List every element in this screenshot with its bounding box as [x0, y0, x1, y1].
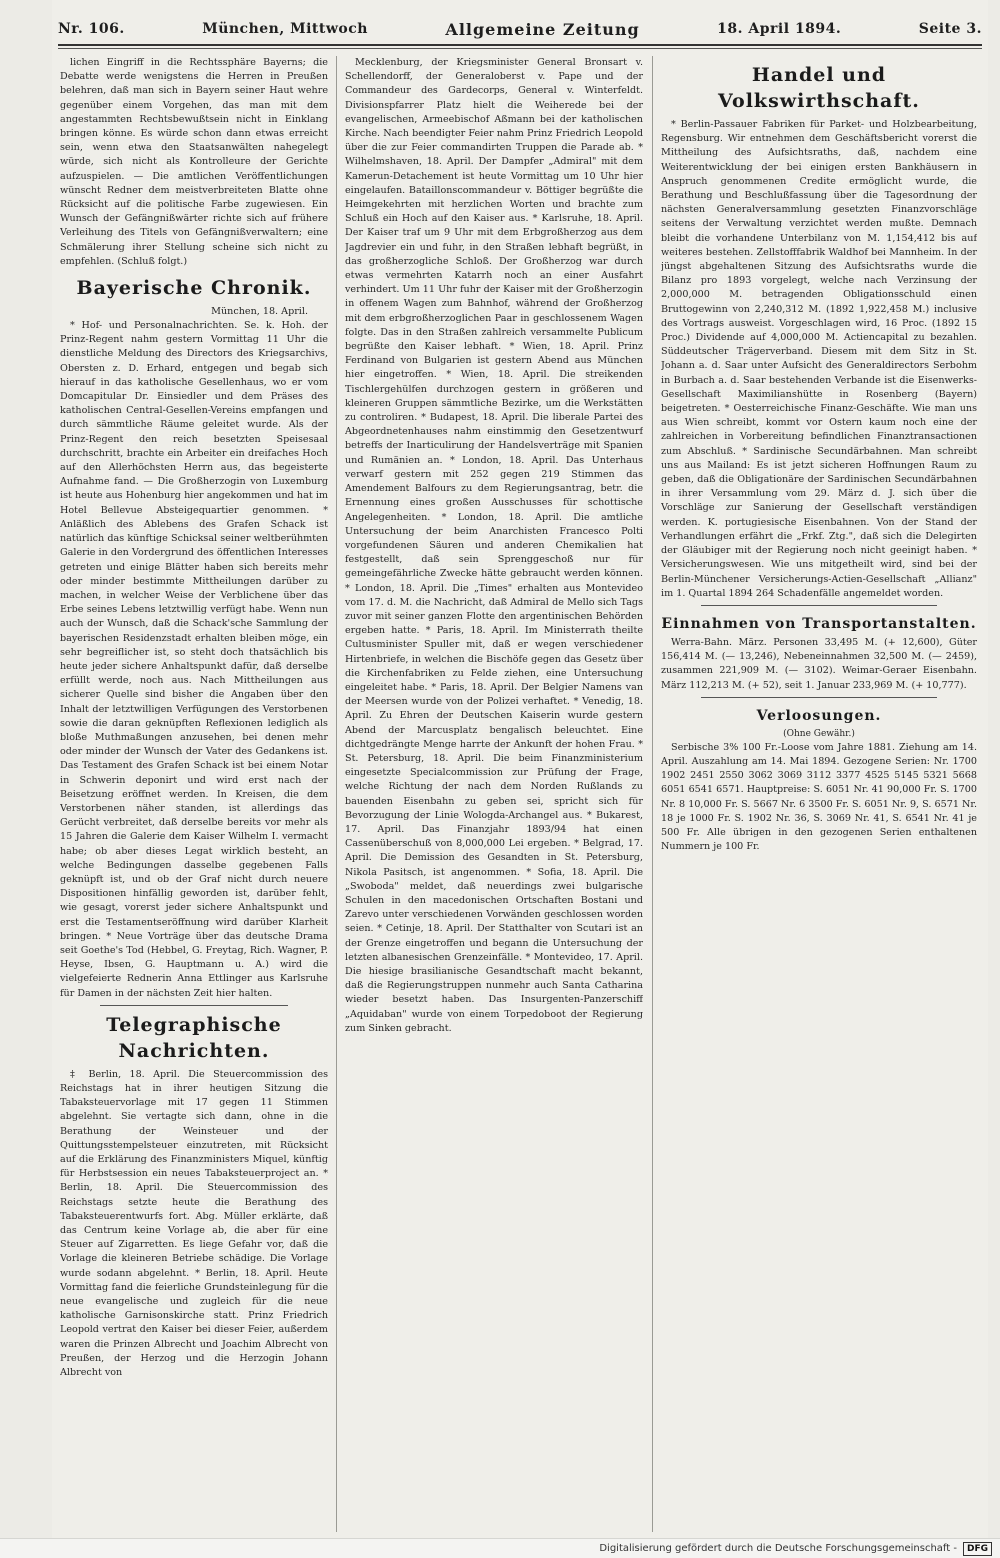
section-heading-telegraphische-nachrichten: Telegraphische Nachrichten. [106, 1013, 282, 1062]
article-body: * Berlin-Passauer Fabriken für Parket- und Holzbearbeitung, Regensburg. Wir entnehmen dem Geschäftsbericht vorerst die Mittheilung des Aufsichtsraths, daß, nachdem eine Weiterentwicklung der bei einigen ersten Bankhäusern in Anspruch genommenen Credite ermöglicht wurde, die Berathung und Beschlußfassung über die Tagesordnung der nächsten Generalversammlung gesetzten Finanzvorschläge seitens der Verwaltung verzichtet werden mußte. Demnach bleibt die vorhandene Unterbilanz von M. 1,154,412 bis auf weiteres bestehen. Zellstofffabrik Waldhof bei Mannheim. In der jüngst abgehaltenen Sitzung des Aufsichtsraths wurde die Bilanz pro 1893 vorgelegt, welche nach Verzinsung der 2,000,000 M. betragenden Obligationsschuld einen Bruttogewinn von 2,240,312 M. (1892 1,922,458 M.) inclusive des Vortrags ausweist. Vorgeschlagen wird, 16 Proc. (1892 15 Proc.) Dividende auf 4,000,000 M. Actiencapital zu bezahlen. Süddeutscher Trägerverband. Diesem mit dem Sitz in St. Johann a. d. Saar unter Aufsicht des Generaldirectors Serbohm in Burbach a. d. Saar bestehenden Verbande ist die Eisenwerks-Gesellschaft Maximilianshütte in Rosenberg (Bayern) beigetreten. * Oesterreichische Finanz-Geschäfte. Wie man uns aus Wien schreibt, kommt vor Ostern kaum noch eine der zahlreichen in Vorbereitung befindlichen Finanztransactionen zum Abschluß. * Sardinische Secundärbahnen. Man schreibt uns aus Mailand: Es ist jetzt sicheren Hoffnungen Raum zu geben, daß die Obligationäre der Sardinischen Secundärbahnen in ihrer Versammlung vom 29. März d. J. sich über die Vorschläge zur Sanierung der Gesellschaft verständigen werden. K. portugiesische Eisenbahnen. Von der Stand der Verhandlungen erfährt die „Frkf. Ztg.", daß sich die Delegirten der Gläubiger mit der Regierung noch nicht geeinigt haben. * Versicherungswesen. Wie uns mitgetheilt wird, sind bei der Berlin-Münchener Versicherungs-Actien-Gesellschaft „Allianz" im 1. Quartal 1894 264 Schadenfälle angemeldet worden. [661, 119, 977, 599]
section-divider [701, 697, 937, 698]
section-heading-handel: Handel und Volkswirthschaft. [718, 64, 920, 112]
footer-text: Digitalisierung gefördert durch die Deutsche Forschungsgemeinschaft - [599, 1543, 957, 1554]
newspaper-title: Allgemeine Zeitung [445, 19, 640, 39]
place-day: München, Mittwoch [202, 21, 368, 37]
article-body: Serbische 3% 100 Fr.-Loose vom Jahre 1881. Ziehung am 14. April. Auszahlung am 14. Mai 1894. Gezogene Serien: Nr. 1700 1902 2451 2550 3062 3069 3112 3377 4525 5145 5321 5668 6051 6541 6571. Hauptpreise: S. 6051 Nr. 41 90,000 Fr. S. 1700 Nr. 8 10,000 Fr. S. 5667 Nr. 6 3500 Fr. S. 6051 Nr. 9, S. 6571 Nr. 18 je 1000 Fr. S. 1902 Nr. 36, S. 3069 Nr. 41, S. 6541 Nr. 41 je 500 Fr. Alle übrigen in den gezogenen Serien enthaltenen Nummern je 100 Fr. [661, 741, 977, 853]
page-number: Seite 3. [918, 21, 982, 37]
section-divider [100, 1005, 288, 1006]
masthead-rule [58, 44, 982, 46]
column-3 [661, 56, 977, 1534]
section-heading-transport: Einnahmen von Transportanstalten. [661, 615, 977, 632]
article-body: ‡ Berlin, 18. April. Die Steuercommission des Reichstags hat in ihrer heutigen Sitzung die Tabaksteuervorlage mit 17 gegen 11 Stimmen abgelehnt. Sie vertagte sich dann, ohne in die Berathung der Weinsteuer und der Quittungsstempelsteuer einzutreten, mit Rücksicht auf die Erklärung des Finanzministers Miquel, künftig für Herbstsession ein neues Tabaksteuerproject an. * Berlin, 18. April. Die Steuercommission des Reichstags setzte heute die Berathung des Tabaksteuerentwurfs fort. Abg. Müller erklärte, daß das Centrum keine Vorlage ab, die aber für eine Steuer auf Zigarretten. Es liege Gefahr vor, daß die Vorlage die kleineren Betriebe schädige. Die Vorlage wurde sodann abgelehnt. * Berlin, 18. April. Heute Vormittag fand die feierliche Grundsteinlegung für die neue evangelische und zugleich für die neue katholische Garnisonskirche statt. Prinz Friedrich Leopold vertrat den Kaiser bei dieser Feier, außerdem waren die Prinzen Albrecht und Joachim Albrecht von Preußen, der Herzog und die Herzogin Johann Albrecht von [60, 1068, 328, 1379]
column-2 [345, 56, 643, 1534]
issue-number: Nr. 106. [58, 21, 125, 37]
masthead-rule-thin [58, 48, 982, 49]
column-divider [336, 56, 337, 1532]
article-body: * Hof- und Personalnachrichten. Se. k. Hoh. der Prinz-Regent nahm gestern Vormittag 11 Uhr die dienstliche Meldung des Directors des Kriegsarchivs, Obersten z. D. Erhard, entgegen und begab sich hierauf in das katholische Gesellenhaus, wo er vom Domcapitular Dr. Einsiedler und dem Präses des katholischen Central-Gesellen-Vereins empfangen und durch sämmtliche Räume geleitet wurde. Als der Prinz-Regent den reich besetzten Speisesaal durchschritt, brachte ein Arbeiter ein dreifaches Hoch auf den Allerhöchsten Herrn aus, das begeisterte Aufnahme fand. — Die Großherzogin von Luxemburg ist heute aus Hohenburg hier angekommen und hat im Hotel Bellevue Absteigequartier genommen. * Anläßlich des Ablebens des Grafen Schack ist natürlich das künftige Schicksal seiner weltberühmten Galerie in den Vordergrund des öffentlichen Interesses getreten und einige Blätter haben sich bereits mehr oder minder bestimmte Mittheilungen darüber zu machen, in welcher Weise der Verblichene über das Erbe seines Lebens letztwillig verfügt habe. Wenn nun auch der Wunsch, daß die Schack'sche Sammlung der bayerischen Residenzstadt erhalten bleiben möge, ein sehr begreiflicher ist, so steht doch thatsächlich bis heute jeder sichere Anhaltspunkt dafür, daß derselbe erfüllt werde, noch aus. Nach Mittheilungen aus sicherer Quelle sind bisher die Angaben über den Inhalt der letztwilligen Verfügungen des Verstorbenen sowie die daran geknüpften Reflexionen lediglich als bloße Muthmaßungen anzusehen, bei denen mehr oder minder der Wunsch der Vater des Gedankens ist. Das Testament des Grafen Schack ist bei einem Notar in Schwerin deponirt und wird erst nach der Beisetzung eröffnet werden. In Kreisen, die dem Verstorbenen näher standen, ist allerdings das Gerücht verbreitet, daß derselbe bereits vor mehr als 15 Jahren die Galerie dem Kaiser Wilhelm I. vermacht habe; ob aber dieses Legat wirklich besteht, an welche Bedingungen dasselbe gegebenen Falls geknüpft ist, und ob der Graf nicht durch neuere Dispositionen hinfällig geworden ist, darüber fehlt, wie gesagt, vorerst jeder sichere Anhaltspunkt und erst die Testamentseröffnung wird darüber Klarheit bringen. * Neue Vorträge über das deutsche Drama seit Goethe's Tod (Hebbel, G. Freytag, Rich. Wagner, P. Heyse, Ibsen, G. Hauptmann u. A.) wird die vielgefeierte Rednerin Anna Ettlinger aus Karlsruhe für Damen in der nächsten Zeit hier halten. [60, 320, 328, 999]
article-body: Mecklenburg, der Kriegsminister General Bronsart v. Schellendorff, der Generaloberst v. Pape und der Commandeur des Gardecorps, General v. Winterfeldt. Divisionspfarrer Platz hielt die Weiherede bei der evangelischen, Armeebischof Aßmann bei der katholischen Kirche. Nach beendigter Feier nahm Prinz Friedrich Leopold über die zur Feier commandirten Truppen die Parade ab. * Wilhelmshaven, 18. April. Der Dampfer „Admiral" mit dem Kamerun-Detachement ist heute Vormittag um 10 Uhr hier eingelaufen. Bataillonscommandeur v. Böttiger begrüßte die Heimgekehrten mit herzlichen Worten und brachte zum Schluß ein Hoch auf den Kaiser aus. * Karlsruhe, 18. April. Der Kaiser traf um 9 Uhr mit dem Erbgroßherzog aus dem Jagdrevier ein und fuhr, in den Straßen lebhaft begrüßt, in das großherzogliche Schloß. Der Großherzog war durch etwas vermehrten Katarrh noch an einer Ausfahrt verhindert. Um 11 Uhr fuhr der Kaiser mit der Großherzogin in offenem Wagen zum Bahnhof, während der Großherzog mit dem erbgroßherzoglichen Paar in geschlossenem Wagen folgte. Das in den Straßen zahlreich versammelte Publicum begrüßte den Kaiser lebhaft. * Wien, 18. April. Prinz Ferdinand von Bulgarien ist gestern Abend aus München hier eingetroffen. * Wien, 18. April. Die streikenden Tischlergehülfen durchzogen gestern in größeren und kleineren Gruppen sämmtliche Bezirke, um die Werkstätten zu controliren. * Budapest, 18. April. Die liberale Partei des Abgeordnetenhauses nahm einstimmig den Gesetzentwurf betreffs der Inarticulirung der Handelsverträge mit Spanien und Rumänien an. * London, 18. April. Das Unterhaus verwarf gestern mit 252 gegen 219 Stimmen das Amendement Balfours zu dem Regierungsantrag, betr. die Ernennung eines großen Ausschusses für schottische Angelegenheiten. * London, 18. April. Die amtliche Untersuchung der beim Anarchisten Francesco Polti vorgefundenen Säuren und anderen Chemikalien hat festgestellt, daß sein Sprenggeschoß nur für gemeingefährliche Zwecke hätte gebraucht werden können. * London, 18. April. Die „Times" erhalten aus Montevideo vom 17. d. M. die Nachricht, daß Admiral de Mello sich Tags zuvor mit seiner ganzen Flotte den argentinischen Behörden ergeben hatte. * Paris, 18. April. Im Ministerrath theilte Cultusminister Spuller mit, daß er wegen verschiedener Hirtenbriefe, in welchen die Bischöfe gegen das Gesetz über die Kirchenfabriken zu Felde ziehen, eine Untersuchung eingeleitet habe. * Paris, 18. April. Der Belgier Namens van der Meersen wurde von der Polizei verhaftet. * Venedig, 18. April. Zu Ehren der Deutschen Kaiserin wurde gestern Abend der Marcusplatz bengalisch beleuchtet. Eine dichtgedrängte Menge harrte der Ankunft der hohen Frau. * St. Petersburg, 18. April. Die beim Finanzministerium eingesetzte Specialcommission zur Prüfung der Frage, welche Richtung der nach dem Norden Rußlands zu bauenden Eisenbahn zu geben sei, spricht sich für Bevorzugung der Linie Wologda-Archangel aus. * Bukarest, 17. April. Das Finanzjahr 1893/94 hat einen Cassenüberschuß von 8,000,000 Lei ergeben. * Belgrad, 17. April. Die Demission des Gesandten in St. Petersburg, Nikola Pasitsch, ist angenommen. * Sofia, 18. April. Die „Swoboda" meldet, daß neuerdings zwei bulgarische Schulen in den macedonischen Ortschaften Bostani und Zarevo unter verschiedenen Vorwänden geschlossen worden seien. * Cetinje, 18. April. Der Statthalter von Scutari ist an der Grenze eingetroffen und begann die Untersuchung der letzten albanesischen Grenzeinfälle. * Montevideo, 17. April. Die hiesige brasilianische Gesandtschaft macht bekannt, daß die Regierungstruppen nunmehr auch Santa Catharina wieder besetzt haben. Das Insurgenten-Panzerschiff „Aquidaban" wurde von einem Torpedoboot der Regierung zum Sinken gebracht. [345, 57, 643, 1034]
section-heading-verloosungen: Verloosungen. [756, 707, 882, 724]
column-1 [60, 56, 328, 1534]
section-heading-bayerische-chronik: Bayerische Chronik. [76, 277, 312, 300]
digitization-footer [0, 1538, 1000, 1558]
disclaimer: (Ohne Gewähr.) [783, 728, 855, 739]
masthead [58, 16, 982, 42]
section-divider [701, 605, 937, 606]
issue-date: 18. April 1894. [717, 21, 842, 37]
article-continuation: lichen Eingriff in die Rechtssphäre Bayerns; die Debatte werde wenigstens die Herren in Preußen belehren, daß man sich in Bayern seiner Haut wehre gegenüber einem Vorgehen, das man mit dem angestammten Rechtsbewußtsein nicht in Einklang bringen könne. Es würde schon dann etwas erreicht sein, wenn etwa den Staatsanwälten nahegelegt würde, sich nicht als Kontrolleure der Gerichte aufzuspielen. — Die amtlichen Veröffentlichungen wünscht Redner dem meistverbreiteten Blatte ohne Rücksicht auf die politische Farbe zugewiesen. Ein Wunsch der Gefängnißwärter richte sich auf frühere Verleihung des Titels von Gefängnißverwaltern; eine Schmälerung ihrer Stellung scheine sich nicht zu empfehlen. (Schluß folgt.) [60, 57, 328, 267]
dateline: München, 18. April. [211, 306, 308, 318]
column-divider [652, 56, 653, 1532]
dfg-logo-icon: DFG [963, 1542, 992, 1556]
article-body: Werra-Bahn. März. Personen 33,495 M. (+ 12,600), Güter 156,414 M. (— 13,246), Nebeneinnahmen 32,500 M. (— 2459), zusammen 221,909 M. (— 3102). Weimar-Geraer Eisenbahn. März 112,213 M. (+ 52), seit 1. Januar 233,969 M. (+ 10,777). [661, 636, 977, 691]
